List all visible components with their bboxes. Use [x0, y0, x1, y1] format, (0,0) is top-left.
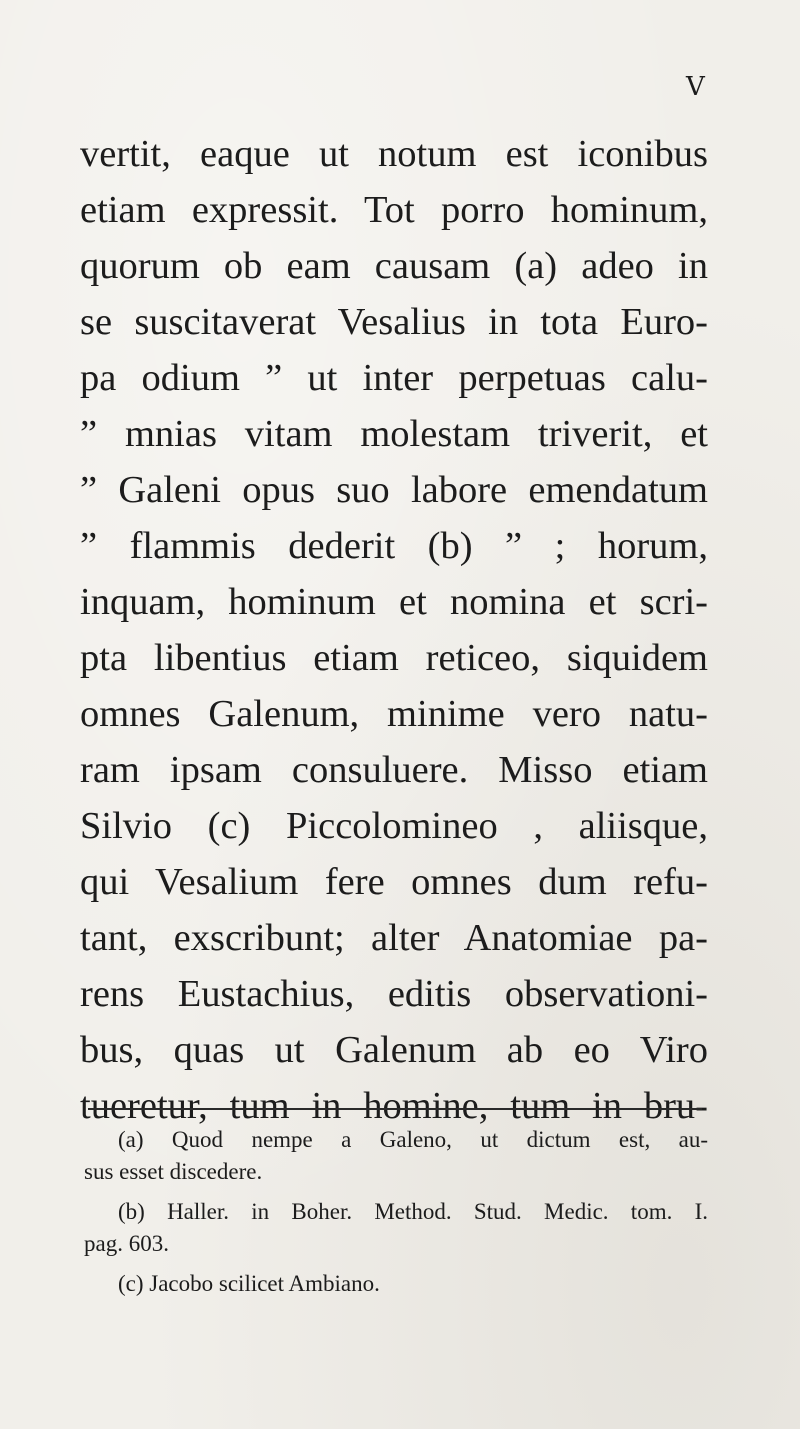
text-line: tueretur, tum in homine, tum in bru- — [80, 1085, 708, 1127]
page-number: V — [686, 72, 706, 102]
text-line: inquam, hominum et nomina et scri- — [80, 581, 708, 623]
footnote-line: pag. 603. — [84, 1231, 169, 1256]
text-line: se suscitaverat Vesalius in tota Euro- — [80, 301, 708, 343]
text-line: ” mnias vitam molestam triverit, et — [80, 413, 708, 455]
footnotes — [84, 1124, 708, 1300]
footnote-divider — [88, 1108, 702, 1110]
text-line: quorum ob eam causam (a) adeo in — [80, 245, 708, 287]
text-line: etiam expressit. Tot porro hominum, — [80, 189, 708, 231]
text-line: Silvio (c) Piccolomineo , aliisque, — [80, 805, 708, 847]
footnote-line: sus esset discedere. — [84, 1159, 263, 1184]
footnote-line: (c) Jacobo scilicet Ambiano. — [118, 1271, 380, 1296]
text-line: omnes Galenum, minime vero natu- — [80, 693, 708, 735]
text-line: ram ipsam consuluere. Misso etiam — [80, 749, 708, 791]
text-line: pta libentius etiam reticeo, siquidem — [80, 637, 708, 679]
footnote-line: (a) Quod nempe a Galeno, ut dictum est, au- — [118, 1127, 708, 1152]
text-line: rens Eustachius, editis observationi- — [80, 973, 708, 1015]
text-line: vertit, eaque ut notum est iconibus — [80, 133, 708, 175]
text-line: tant, exscribunt; alter Anatomiae pa- — [80, 917, 708, 959]
text-line: ” Galeni opus suo labore emendatum — [80, 469, 708, 511]
text-line: pa odium ” ut inter perpetuas calu- — [80, 357, 708, 399]
footnote-line: (b) Haller. in Boher. Method. Stud. Medic. tom. I. — [118, 1199, 708, 1224]
main-text — [80, 126, 708, 1134]
text-line: qui Vesalium fere omnes dum refu- — [80, 861, 708, 903]
footnote-c — [84, 1268, 708, 1300]
footnote-b — [84, 1196, 708, 1260]
footnote-a — [84, 1124, 708, 1188]
text-line: ” flammis dederit (b) ” ; horum, — [80, 525, 708, 567]
text-line: bus, quas ut Galenum ab eo Viro — [80, 1029, 708, 1071]
